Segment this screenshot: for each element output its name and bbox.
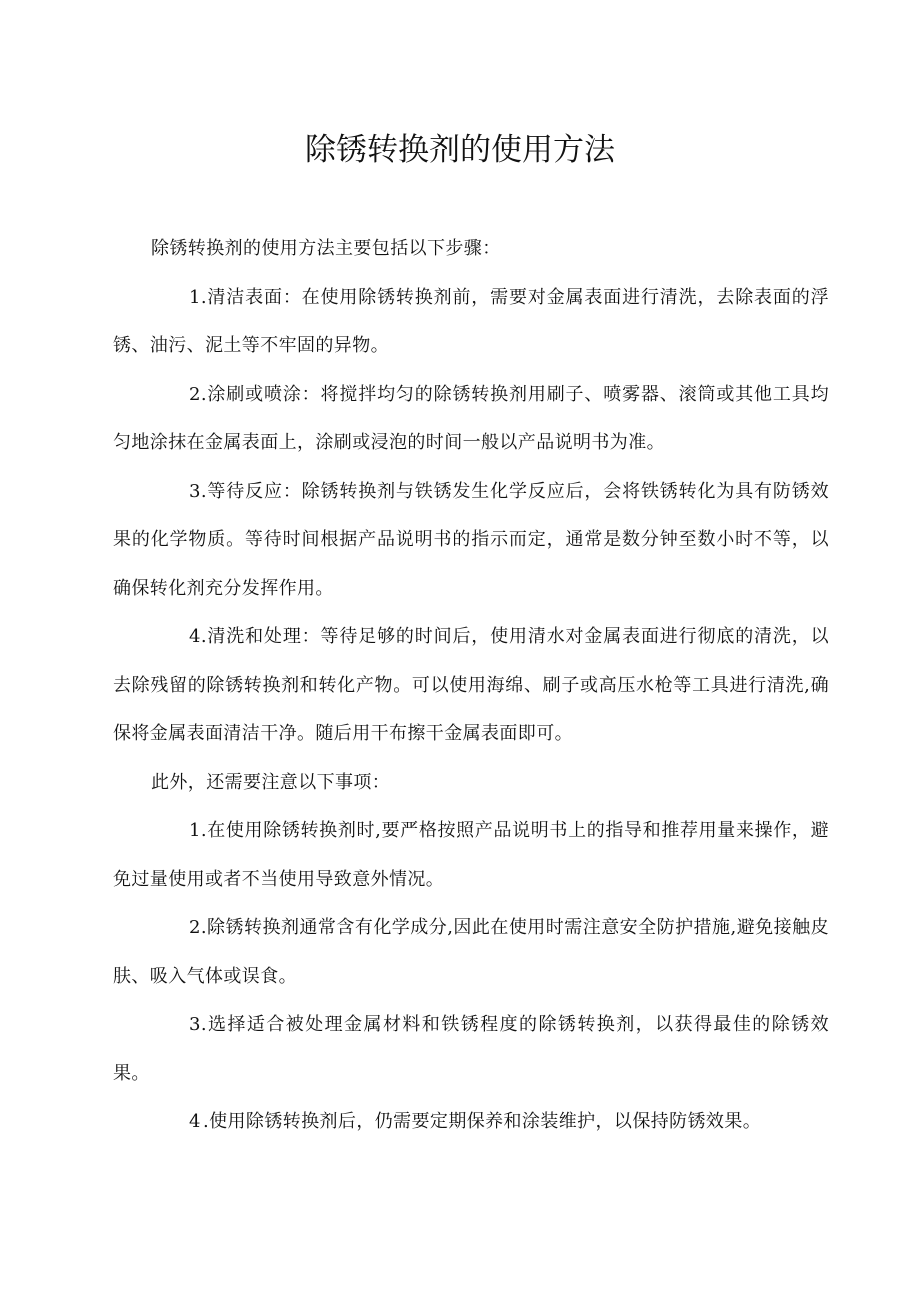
step-text: .清洗和处理：等待足够的时间后，使用清水对金属表面进行彻底的清洗，以去除残留的除锈转换剂和转化产物。可以使用海绵、刷子或高压水枪等工具进行清洗,确保将金属表面清洁干净。随后用干布擦干金属表面即可。 [113,626,829,744]
document-body [113,225,829,1147]
note-text: .选择适合被处理金属材料和铁锈程度的除锈转换剂，以获得最佳的除锈效果。 [113,1014,829,1084]
step-paragraph-3 [113,468,829,614]
note-paragraph-2 [113,904,829,1001]
note-paragraph-1 [113,807,829,904]
step-number: 2 [189,383,201,405]
note-number: 4 [189,1111,201,1132]
note-paragraph-3 [113,1001,829,1098]
note-text: .使用除锈转换剂后，仍需要定期保养和涂装维护，以保持防锈效果。 [203,1111,762,1132]
note-number: 3 [189,1014,201,1035]
step-paragraph-4 [113,613,829,759]
step-number: 3 [189,480,201,502]
step-text: .等待反应：除锈转换剂与铁锈发生化学反应后，会将铁锈转化为具有防锈效果的化学物质。等待时间根据产品说明书的指示而定，通常是数分钟至数小时不等，以确保转化剂充分发挥作用。 [113,480,829,599]
step-text: .涂刷或喷涂：将搅拌均匀的除锈转换剂用刷子、喷雾器、滚筒或其他工具均匀地涂抹在金属表面上，涂刷或浸泡的时间一般以产品说明书为准。 [113,383,829,453]
step-text: .清洁表面：在使用除锈转换剂前，需要对金属表面进行清洗，去除表面的浮锈、油污、泥土等不牢固的异物。 [113,286,829,356]
step-number: 4 [189,626,201,647]
note-number: 1 [189,820,201,841]
step-paragraph-2 [113,371,829,468]
note-text: .在使用除锈转换剂时,要严格按照产品说明书上的指导和推荐用量来操作，避免过量使用或者不当使用导致意外情况。 [113,820,829,890]
note-number: 2 [189,917,201,938]
intro-paragraph: 除锈转换剂的使用方法主要包括以下步骤： [151,238,501,259]
step-paragraph-1 [113,274,829,371]
notes-intro-paragraph: 此外，还需要注意以下事项： [151,771,391,793]
document-title: 除锈转换剂的使用方法 [305,132,615,168]
note-text: .除锈转换剂通常含有化学成分,因此在使用时需注意安全防护措施,避免接触皮肤、吸入气体或误食。 [113,917,829,987]
note-paragraph-4 [113,1098,829,1147]
step-number: 1 [189,286,201,308]
